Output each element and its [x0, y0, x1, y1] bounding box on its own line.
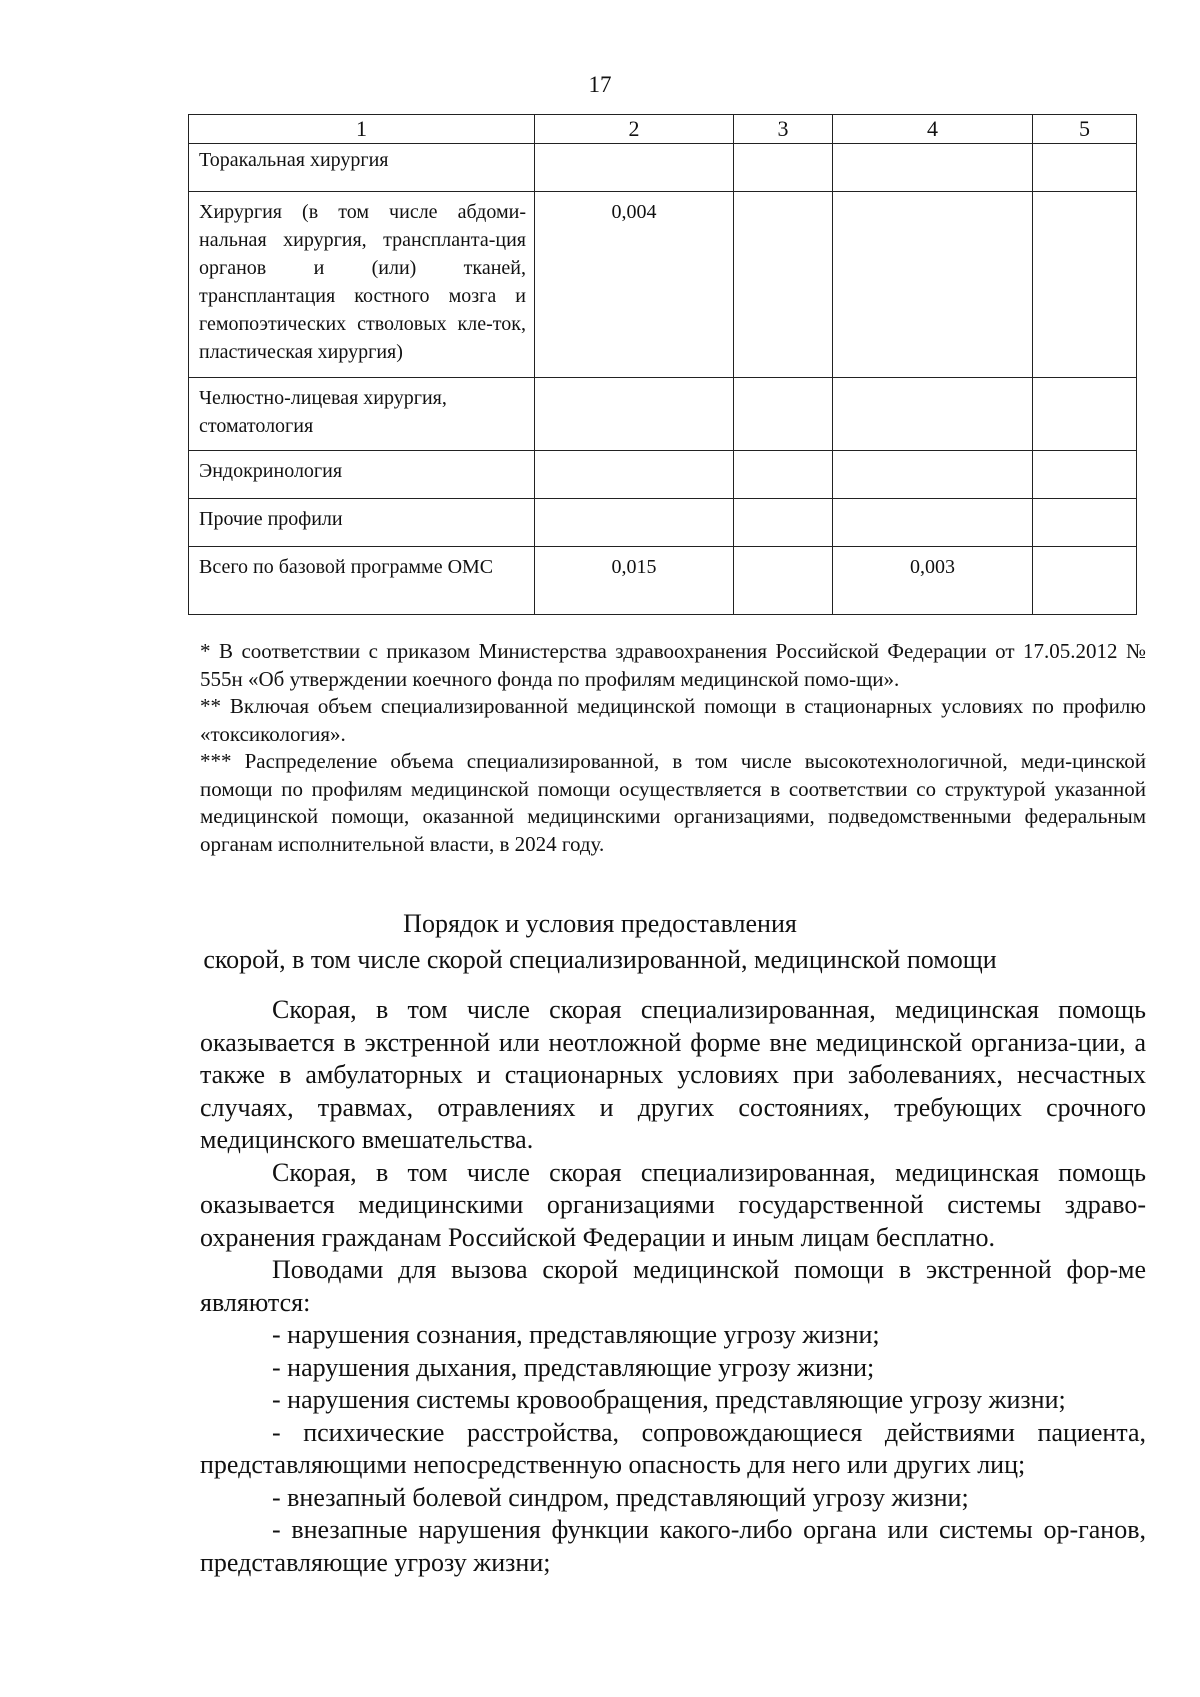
value-cell [535, 451, 734, 499]
value-cell [833, 378, 1033, 451]
value-cell [1033, 192, 1137, 378]
value-cell [734, 378, 833, 451]
list-item: - нарушения системы кровообращения, представляющие угрозу жизни; [272, 1385, 1066, 1414]
value-cell [535, 499, 734, 547]
value-cell [1033, 547, 1137, 615]
table-row [189, 451, 1137, 499]
profile-name-cell: Торакальная хирургия [189, 144, 535, 192]
value-cell [1033, 378, 1137, 451]
paragraph: Скорая, в том числе скорая специализированная, медицинская помощь оказывается медицинскими организациями государственной системы здраво-охранения гражданам Российской Федерации и иным лицам бесплатно. [200, 1157, 1146, 1252]
footnote: *** Распределение объема специализированной, в том числе высокотехнологичной, меди-цинской помощи по профилям медицинской помощи осуществляется в соответствии со структурой указанной медицинской помощи, оказанной медицинскими организациями, подведомственными федеральным органам исполнительной власти, в 2024 году. [200, 749, 1146, 856]
table-row [189, 378, 1137, 451]
table-header-cell: 3 [734, 115, 833, 144]
profile-name-cell: Прочие профили [189, 499, 535, 547]
profile-name-cell: Всего по базовой программе ОМС [189, 547, 535, 615]
value-cell [535, 144, 734, 192]
body-text [200, 994, 1146, 1579]
list-item: - нарушения сознания, представляющие угрозу жизни; [272, 1320, 880, 1349]
section-heading-line: Порядок и условия предоставления [403, 909, 797, 938]
value-cell [734, 499, 833, 547]
value-cell [1033, 499, 1137, 547]
table-header-cell: 5 [1033, 115, 1137, 144]
table-header-cell: 4 [833, 115, 1033, 144]
table-row [189, 499, 1137, 547]
table-row-total [189, 547, 1137, 615]
profile-name-cell: Эндокринология [189, 451, 535, 499]
table-row [189, 192, 1137, 378]
beds-table [188, 114, 1137, 615]
section-heading-line: скорой, в том числе скорой специализированной, медицинской помощи [203, 945, 997, 974]
value-cell: 0,003 [833, 547, 1033, 615]
list-item: - психические расстройства, сопровождающиеся действиями пациента, представляющими непосредственную опасность для него или других лиц; [200, 1417, 1146, 1479]
value-cell [734, 547, 833, 615]
value-cell [833, 451, 1033, 499]
profile-name-cell: Хирургия (в том числе абдоми-нальная хирургия, транспланта-ция органов и (или) тканей, трансплантация костного мозга и гемопоэтических стволовых кле-ток, пластическая хирургия) [189, 192, 535, 378]
table-row [189, 144, 1137, 192]
section-heading [0, 906, 1200, 978]
table-header-row [189, 115, 1137, 144]
table-header-cell: 2 [535, 115, 734, 144]
list-item: - внезапный болевой синдром, представляющий угрозу жизни; [272, 1482, 969, 1512]
table-header-cell: 1 [189, 115, 535, 144]
value-cell [1033, 144, 1137, 192]
value-cell [734, 192, 833, 378]
paragraph: Поводами для вызова скорой медицинской помощи в экстренной фор-ме являются: [200, 1255, 1146, 1317]
footnotes [200, 638, 1146, 858]
profile-name-cell: Челюстно-лицевая хирургия, стоматология [189, 378, 535, 451]
value-cell [833, 144, 1033, 192]
value-cell [1033, 451, 1137, 499]
list-item: - нарушения дыхания, представляющие угрозу жизни; [272, 1352, 875, 1382]
value-cell [833, 499, 1033, 547]
list-item: - внезапные нарушения функции какого-либо органа или системы ор-ганов, представляющие угрозу жизни; [200, 1515, 1146, 1577]
paragraph: Скорая, в том числе скорая специализированная, медицинская помощь оказывается в экстренной или неотложной форме вне медицинской организа-ции, а также в амбулаторных и стационарных условиях при заболеваниях, несчастных случаях, травмах, отравлениях и других состояниях, требующих срочного медицинского вмешательства. [200, 995, 1146, 1154]
footnote: * В соответствии с приказом Министерства здравоохранения Российской Федерации от 17.05.2012 № 555н «Об утверждении коечного фонда по профилям медицинской помо-щи». [200, 639, 1146, 691]
value-cell [734, 451, 833, 499]
value-cell [535, 378, 734, 451]
value-cell [734, 144, 833, 192]
value-cell: 0,015 [535, 547, 734, 615]
value-cell: 0,004 [535, 192, 734, 378]
footnote: ** Включая объем специализированной медицинской помощи в стационарных условиях по профилю «токсикология». [200, 694, 1146, 746]
value-cell [833, 192, 1033, 378]
page-number: 17 [588, 72, 612, 97]
